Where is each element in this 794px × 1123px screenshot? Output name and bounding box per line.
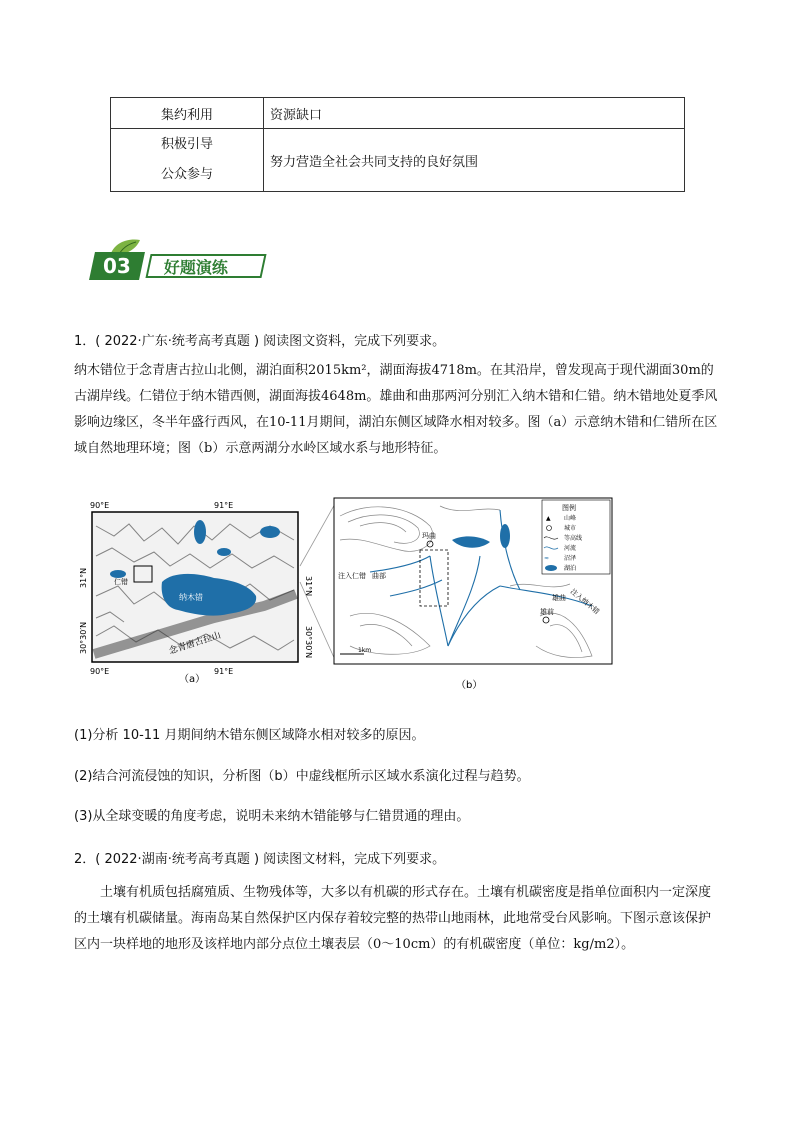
legend-item: 沼泽 xyxy=(564,555,577,562)
lat-label: 31°N xyxy=(79,567,88,588)
legend-item: 等高线 xyxy=(564,535,583,542)
figure-caption: （a） xyxy=(179,674,206,685)
town-label: 玛曲 xyxy=(422,532,436,540)
figure-a-map xyxy=(74,496,313,696)
peak-icon: ▲ xyxy=(546,515,551,522)
lat-label: 30°30′N xyxy=(304,626,313,659)
cell-line: 公众参与 xyxy=(160,167,213,182)
west-lake-label: 仁错 xyxy=(114,578,128,586)
legend-item: 湖泊 xyxy=(564,565,577,572)
legend-title: 图例 xyxy=(562,504,576,512)
cell-line: 积极引导 xyxy=(160,137,213,152)
question-title: 1．( 2022·广东·统考高考真题 ) 阅读图文资料，完成下列要求。 xyxy=(74,334,446,349)
lon-label: 90°E xyxy=(90,667,110,676)
figure-caption: （b） xyxy=(456,680,483,691)
river-label: 雄曲 xyxy=(552,594,566,602)
section-number: 03 xyxy=(89,252,145,280)
table-cell: 资源缺口 xyxy=(264,98,685,129)
lake-icon xyxy=(545,565,557,571)
lon-label: 91°E xyxy=(214,667,234,676)
legend xyxy=(542,500,610,574)
figure-b-map xyxy=(330,496,620,696)
lat-label: 31°N xyxy=(304,576,313,597)
summary-table xyxy=(110,97,685,192)
lon-label: 91°E xyxy=(214,501,234,510)
sub-question: (2)结合河流侵蚀的知识，分析图（b）中虚线框所示区域水系演化过程与趋势。 xyxy=(74,769,530,784)
legend-item: 城市 xyxy=(564,525,577,532)
table-cell: 努力营造全社会共同支持的良好氛围 xyxy=(264,129,685,192)
sub-question: (3)从全球变暖的角度考虑，说明未来纳木错能够与仁错贯通的理由。 xyxy=(74,809,470,824)
marsh-icon: ≈ xyxy=(544,555,550,562)
lon-label: 90°E xyxy=(90,501,110,510)
inflow-label: 注入纳木错 xyxy=(568,587,601,617)
table-cell: 集约利用 xyxy=(111,98,264,129)
question-paragraph: 土壤有机质包括腐殖质、生物残体等，大多以有机碳的形式存在。土壤有机碳密度是指单位面积内一定深度的土壤有机碳储量。海南岛某自然保护区内保存着较完整的热带山地雨林，此地常受台风影响。下图示意该保护区内一块样地的地形及该样地内部分点位土壤表层（0～10cm）的有机碳密度（单位：kg/m2）。 xyxy=(74,885,712,952)
table-row xyxy=(111,129,685,192)
table-row xyxy=(111,98,685,129)
sub-question: (1)分析 10-11 月期间纳木错东侧区域降水相对较多的原因。 xyxy=(74,728,425,743)
lake-label: 纳木错 xyxy=(179,593,203,602)
section-title: 好题演练 xyxy=(145,254,266,278)
table-cell xyxy=(111,129,264,192)
legend-item: 山峰 xyxy=(564,515,577,522)
inflow-label: 注入仁错 xyxy=(338,572,366,580)
mountain-label: 念青唐古拉山 xyxy=(167,630,223,657)
legend-item: 河流 xyxy=(564,545,577,552)
lat-label: 30°30′N xyxy=(79,621,88,654)
river-label: 曲部 xyxy=(372,572,386,580)
town-label: 雄前 xyxy=(540,608,554,616)
section-header xyxy=(84,236,274,286)
question-paragraph: 纳木错位于念青唐古拉山北侧，湖泊面积2015km²，湖面海拔4718m。在其沿岸，曾发现高于现代湖面30m的古湖岸线。仁错位于纳木错西侧，湖面海拔4648m。雄曲和曲那两河分别汇入纳木错和仁错。纳木错地处夏季风影响边缘区，冬半年盛行西风，在10-11月期间，湖泊东侧区域降水相对较多。图（a）示意纳木错和仁错所在区域自然地理环境；图（b）示意两湖分水岭区域水系与地形特征。 xyxy=(74,363,718,456)
scale-label: 1km xyxy=(358,647,372,654)
question-title: 2．( 2022·湖南·统考高考真题 ) 阅读图文材料，完成下列要求。 xyxy=(74,852,446,867)
